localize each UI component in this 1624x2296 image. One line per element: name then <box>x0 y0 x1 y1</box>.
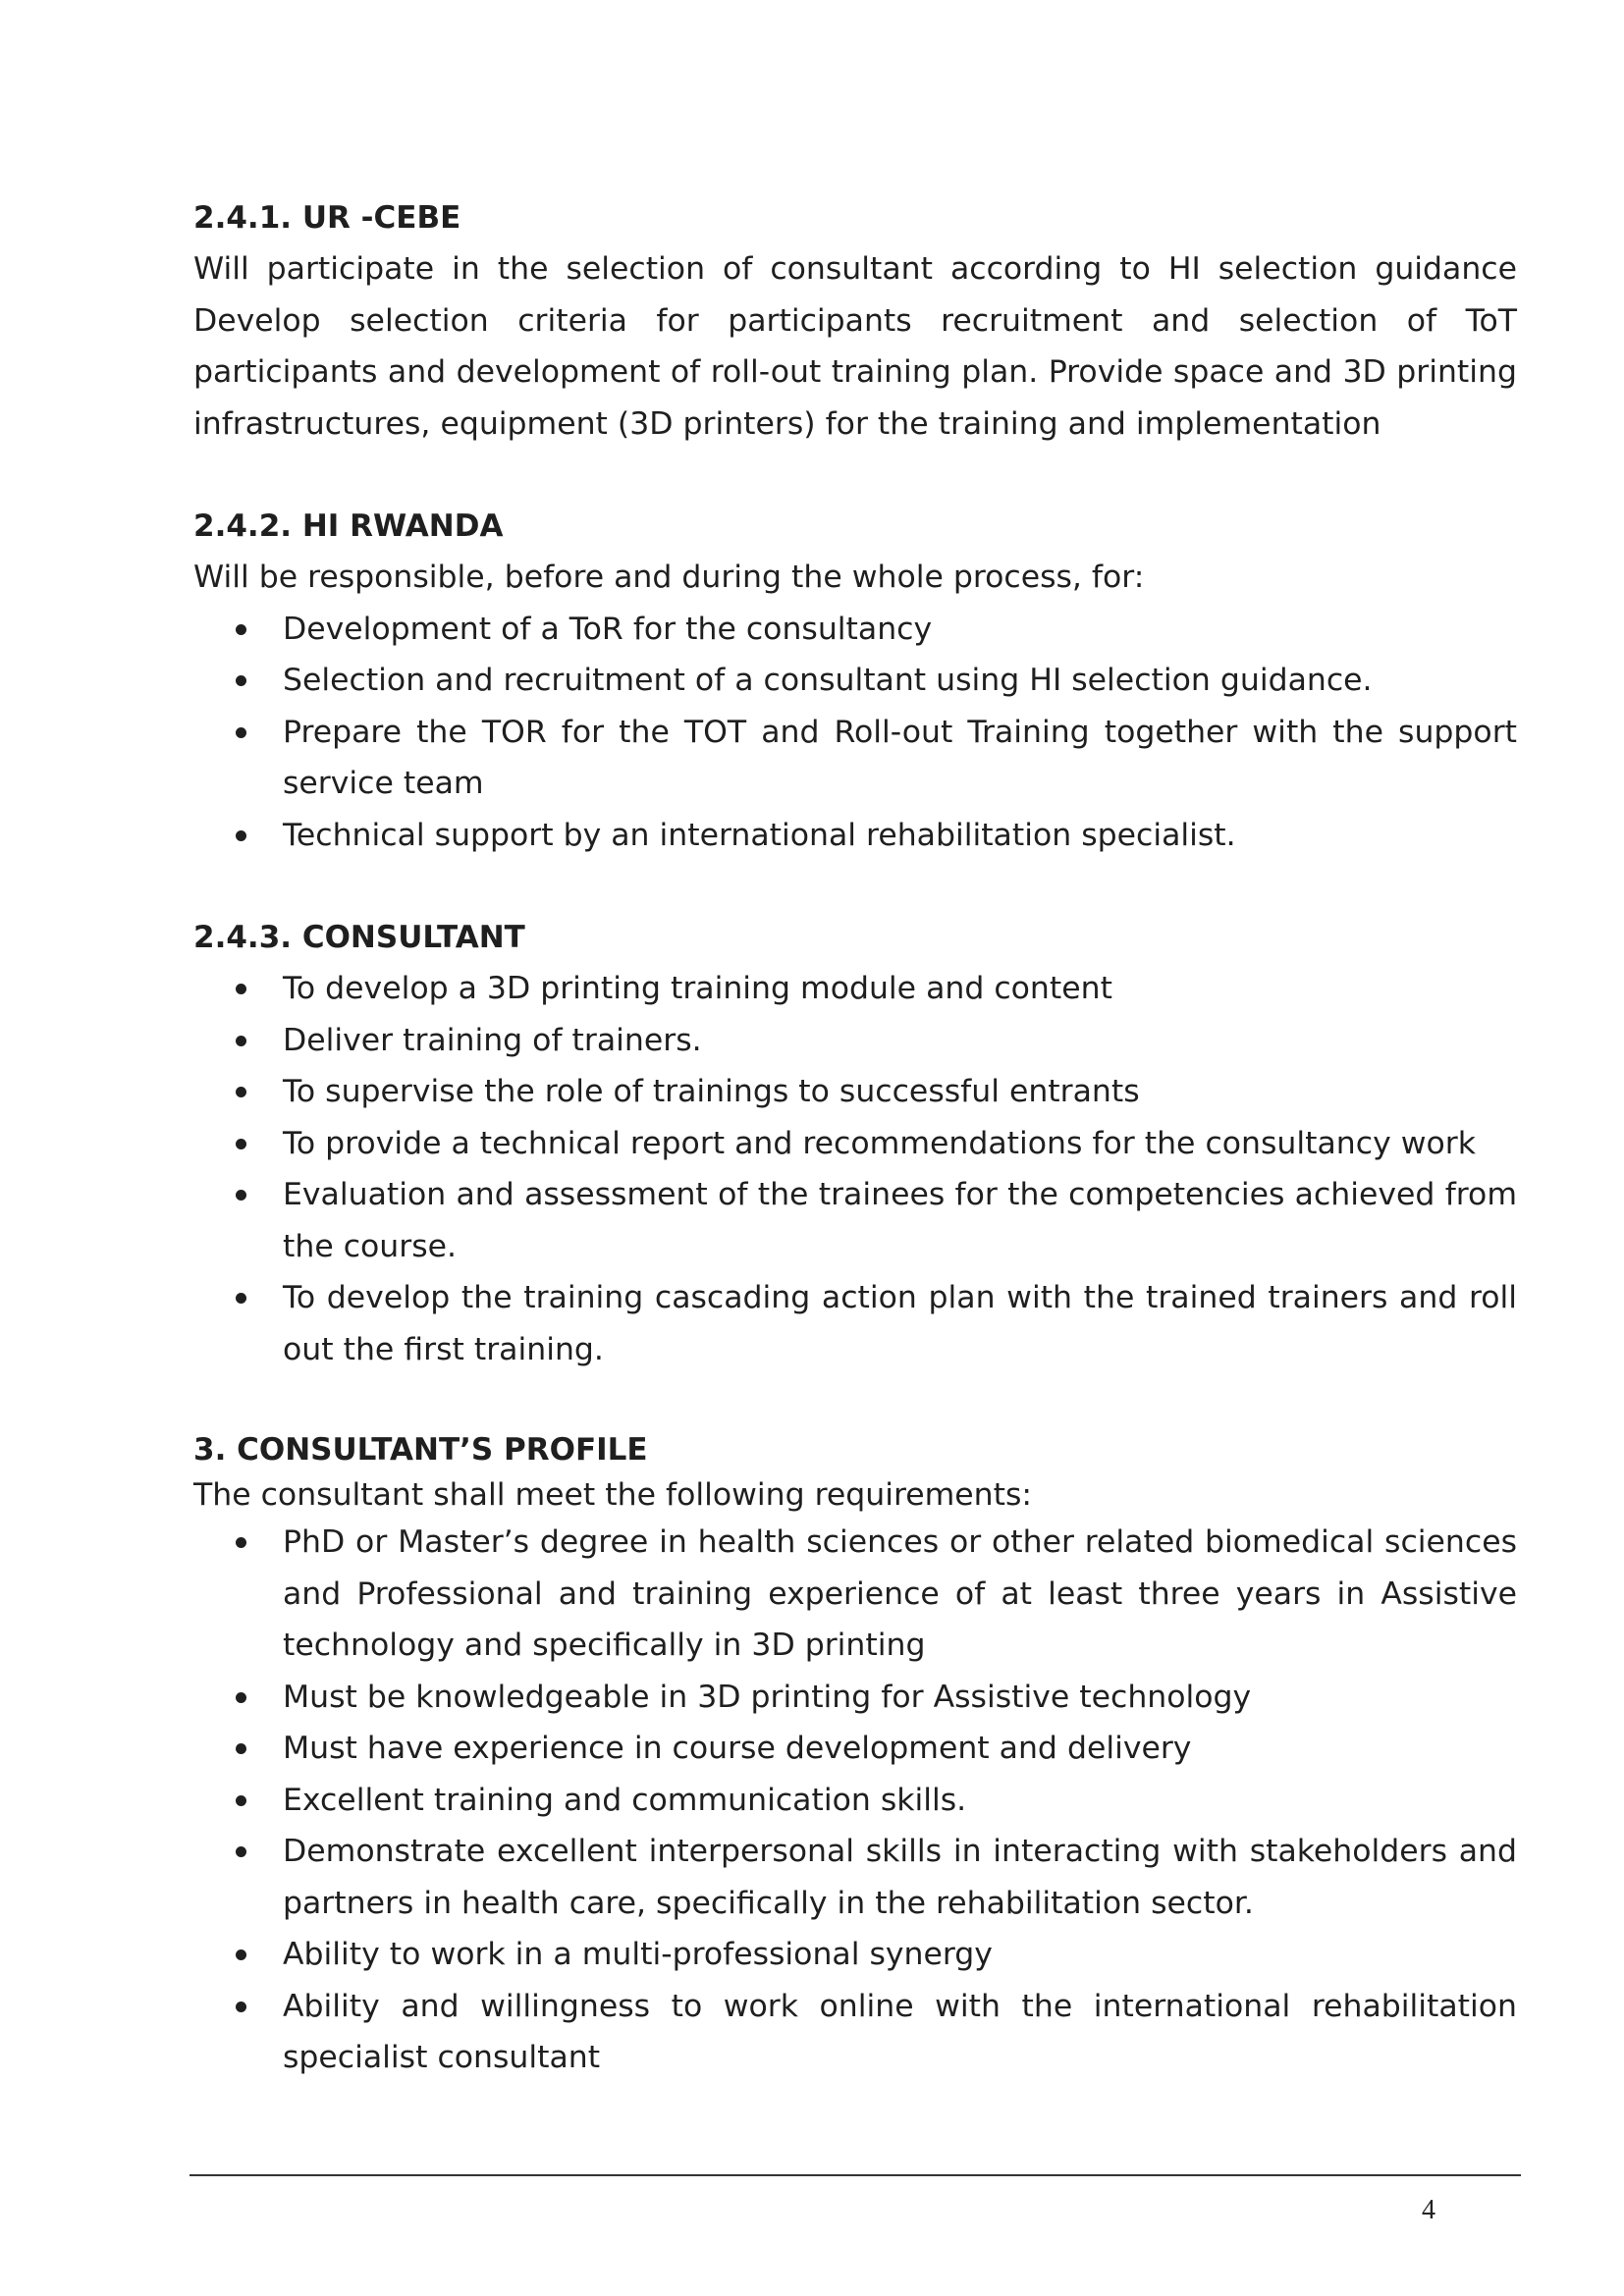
section-spacer <box>193 861 1517 912</box>
bullet-icon <box>236 1795 246 1806</box>
bullet-list <box>193 963 1517 1375</box>
list-item <box>193 1118 1517 1170</box>
list-item <box>193 1015 1517 1067</box>
list-item <box>193 1672 1517 1724</box>
list-item-text: Prepare the TOR for the TOT and Roll-out Training together with the support service team <box>283 714 1517 801</box>
bullet-list <box>193 1517 1517 2084</box>
list-item-text: Demonstrate excellent interpersonal skills in interacting with stakeholders and partners in health care, specifically in the rehabilitation sector. <box>283 1834 1517 1921</box>
section-heading: 2.4.2. HI RWANDA <box>193 508 504 544</box>
list-item-text: Ability and willingness to work online with the international rehabilitation specialist consultant <box>283 1988 1517 2075</box>
list-item-text: Excellent training and communication skills. <box>283 1782 967 1818</box>
list-item-text: Ability to work in a multi-professional synergy <box>283 1937 993 1972</box>
list-item-text: To develop the training cascading action plan with the trained trainers and roll out the first training. <box>283 1280 1517 1367</box>
list-item <box>193 707 1517 810</box>
list-item <box>193 1272 1517 1375</box>
list-item-text: Must be knowledgeable in 3D printing for Assistive technology <box>283 1679 1252 1715</box>
section-spacer <box>193 450 1517 501</box>
section-heading: 2.4.3. CONSULTANT <box>193 920 525 955</box>
list-item-text: Must have experience in course development and delivery <box>283 1731 1192 1766</box>
list-item <box>193 604 1517 656</box>
list-item <box>193 1775 1517 1827</box>
footer-divider <box>189 2174 1521 2176</box>
list-item <box>193 1929 1517 1981</box>
bullet-list <box>193 604 1517 862</box>
section-heading: 3. CONSULTANT’S PROFILE <box>193 1432 648 1468</box>
section-consultant-profile <box>193 1426 1517 2084</box>
bullet-icon <box>236 1949 246 1960</box>
list-item-text: Technical support by an international rehabilitation specialist. <box>283 817 1236 853</box>
bullet-icon <box>236 830 246 841</box>
list-item <box>193 655 1517 707</box>
bullet-icon <box>236 1293 246 1304</box>
list-item-text: PhD or Master’s degree in health sciences or other related biomedical sciences and Professional and training experience of at least three years in Assistive technology and specifically in 3D printing <box>283 1524 1517 1663</box>
list-item-text: To develop a 3D printing training module and content <box>283 971 1112 1006</box>
list-item <box>193 1826 1517 1929</box>
list-item <box>193 1723 1517 1775</box>
list-item-text: To supervise the role of trainings to successful entrants <box>283 1074 1140 1109</box>
bullet-icon <box>236 1846 246 1857</box>
section-heading: 2.4.1. UR -CEBE <box>193 200 461 236</box>
section-consultant <box>193 912 1517 1375</box>
bullet-icon <box>236 984 246 994</box>
list-item <box>193 1066 1517 1118</box>
bullet-icon <box>236 1190 246 1201</box>
page-content <box>193 192 1517 2084</box>
list-item-text: Selection and recruitment of a consultant using HI selection guidance. <box>283 663 1373 698</box>
bullet-icon <box>236 1743 246 1754</box>
list-item-text: To provide a technical report and recommendations for the consultancy work <box>283 1125 1476 1161</box>
bullet-icon <box>236 675 246 686</box>
section-ur-cebe <box>193 192 1517 450</box>
bullet-icon <box>236 2002 246 2012</box>
section-hi-rwanda <box>193 501 1517 861</box>
list-item-text: Development of a ToR for the consultancy <box>283 611 933 647</box>
list-item <box>193 810 1517 862</box>
list-item <box>193 1517 1517 1672</box>
bullet-icon <box>236 1036 246 1046</box>
section-spacer <box>193 1375 1517 1426</box>
bullet-icon <box>236 1537 246 1548</box>
bullet-icon <box>236 1692 246 1703</box>
list-item <box>193 1981 1517 2084</box>
section-intro: Will be responsible, before and during the whole process, for: <box>193 560 1145 595</box>
section-intro: The consultant shall meet the following requirements: <box>193 1477 1032 1513</box>
list-item <box>193 1169 1517 1272</box>
bullet-icon <box>236 624 246 635</box>
list-item-text: Deliver training of trainers. <box>283 1022 702 1058</box>
section-paragraph: Will participate in the selection of consultant according to HI selection guidance Develop selection criteria for participants recruitment and selection of ToT participants and development of roll-out training plan. Provide space and 3D printing infrastructures, equipment (3D printers) for the training and implementation <box>193 251 1517 442</box>
bullet-icon <box>236 727 246 738</box>
page-number: 4 <box>1422 2195 1435 2225</box>
bullet-icon <box>236 1087 246 1097</box>
bullet-icon <box>236 1139 246 1149</box>
list-item <box>193 963 1517 1015</box>
list-item-text: Evaluation and assessment of the trainees for the competencies achieved from the course. <box>283 1177 1517 1264</box>
